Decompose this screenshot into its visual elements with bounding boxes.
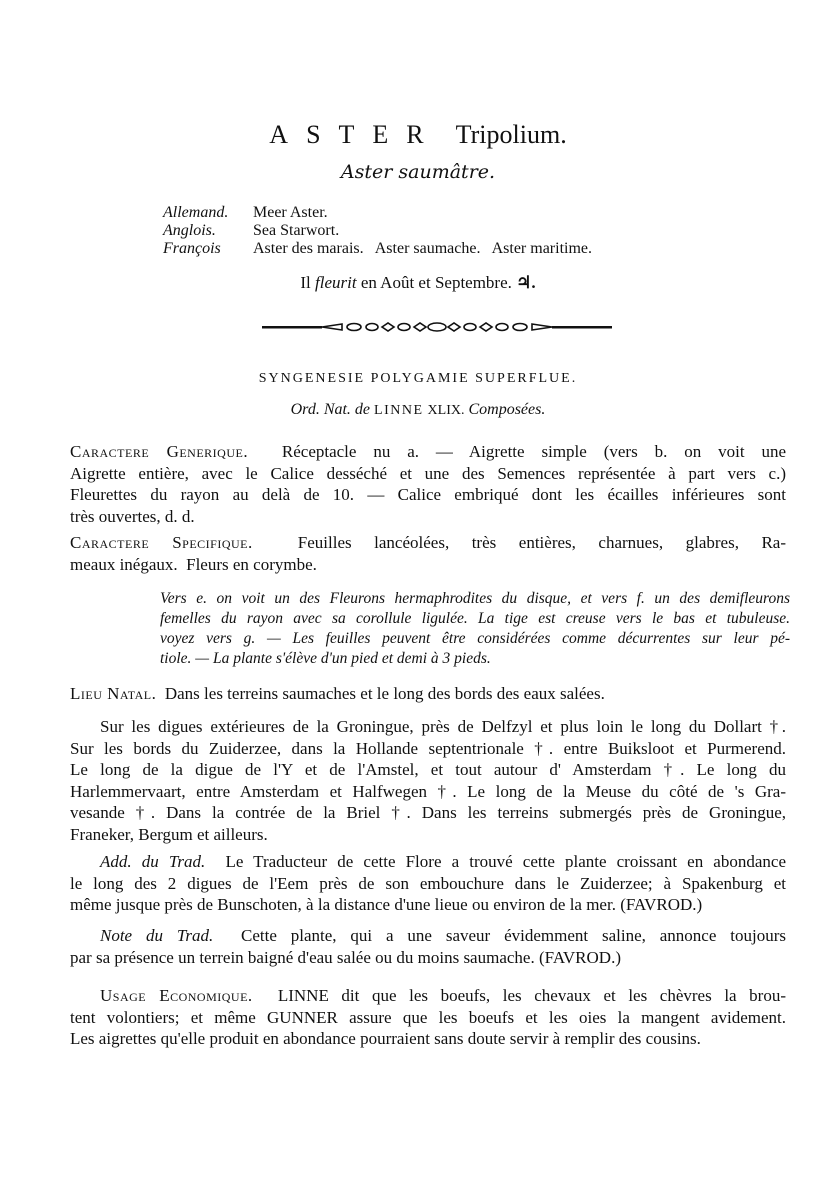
vernacular-lang: François bbox=[163, 240, 221, 257]
line-text: LINNE dit que les boeufs, les chevaux et les chèvres la brou- bbox=[277, 986, 786, 1005]
vernacular-row bbox=[163, 223, 592, 241]
paragraph-line: même jusque près de Bunschoten, à la distance d'une lieue ou environ de la mer. (FAVROD.) bbox=[70, 895, 703, 914]
classification-heading: SYNGENESIE POLYGAMIE SUPERFLUE. bbox=[258, 371, 578, 386]
paragraph-line bbox=[70, 441, 786, 463]
vernacular-name: Sea Starwort. bbox=[253, 222, 340, 239]
section-label: Add. du Trad. bbox=[100, 852, 206, 871]
paragraph-line bbox=[70, 985, 786, 1007]
paragraph-line: par sa présence un terrein baigné d'eau salée ou du moins saumache. (FAVROD.) bbox=[70, 947, 621, 967]
line-text: Feuilles lancéolées, très entières, charnues, glabres, Ra- bbox=[297, 533, 787, 552]
paragraph-line: vesande †. Dans la contrée de la Briel †. Dans les terreins submergés près de Groningue, bbox=[70, 803, 786, 822]
line-text: Dans les terreins saumaches et le long des bords des eaux salées. bbox=[164, 684, 605, 703]
paragraph-line: Fleurettes du rayon au delà de 10. — Calice embriqué dont les écailles inférieures sont bbox=[70, 485, 786, 504]
paragraph-line: Le long de la digue de l'Y et de l'Amstel, et tout autour d' Amsterdam †. Le long du bbox=[70, 760, 786, 779]
note-line: Vers e. on voit un des Fleurons hermaphrodites du disque, et vers f. un des demifleurons bbox=[160, 590, 790, 607]
section-label: Lieu Natal. bbox=[70, 684, 157, 703]
vernacular-lang: Anglois. bbox=[163, 222, 216, 239]
line-text: Le Traducteur de cette Flore a trouvé cette plante croissant en abondance bbox=[225, 852, 786, 871]
flowering-verb: fleurit bbox=[315, 273, 357, 292]
line-text: Cette plante, qui a une saveur évidemment saline, annonce toujours bbox=[241, 926, 786, 945]
flowering-period bbox=[0, 274, 836, 291]
paragraph-line bbox=[70, 851, 786, 873]
vernacular-names bbox=[163, 205, 592, 259]
paragraph-line: tent volontiers; et même GUNNER assure que les boeufs et les oies la mangent avidement. bbox=[70, 1007, 786, 1027]
order-author: LINNE bbox=[374, 403, 424, 418]
paragraph-line bbox=[70, 532, 786, 554]
order-prefix: Ord. Nat. de bbox=[290, 401, 371, 418]
paragraph-line: le long des 2 digues de l'Eem près de son embouchure dans le Zuiderzee; à Spakenburg et bbox=[70, 873, 786, 893]
line-text: Réceptacle nu a. — Aigrette simple (vers b. on voit une bbox=[281, 442, 787, 461]
localities bbox=[70, 716, 786, 845]
translator-addition bbox=[70, 851, 786, 916]
vernacular-name: Meer Aster. bbox=[253, 204, 328, 221]
order-family: Composées. bbox=[468, 401, 546, 418]
paragraph-line bbox=[70, 925, 786, 947]
note-line: tiole. — La plante s'élève d'un pied et demi à 3 pieds. bbox=[160, 650, 491, 667]
vernacular-name: Aster des marais. Aster saumache. Aster maritime. bbox=[253, 240, 593, 257]
genus-name: ASTER bbox=[269, 120, 442, 149]
vernacular-row bbox=[163, 241, 592, 259]
paragraph-line: meaux inégaux. Fleurs en corymbe. bbox=[70, 554, 317, 574]
paragraph-line: Sur les bords du Zuiderzee, dans la Hollande septentrionale †. entre Buiksloot et Purmerend. bbox=[70, 738, 786, 758]
specific-character bbox=[70, 532, 786, 575]
page-title bbox=[0, 122, 836, 148]
flowering-prefix: Il bbox=[300, 273, 311, 292]
section-label: Caractere Specifique. bbox=[70, 533, 253, 552]
french-subtitle: Aster saumâtre. bbox=[340, 161, 496, 183]
paragraph-line: Sur les digues extérieures de la Groningue, près de Delfzyl et plus loin le long du Dollart †. bbox=[100, 717, 786, 736]
ornament-divider bbox=[262, 320, 612, 334]
note-line: voyez vers g. — Les feuilles peuvent être considérées comme décurrentes sur leur pé- bbox=[160, 630, 790, 647]
perennial-symbol: ♃. bbox=[516, 273, 536, 292]
order-number: XLIX. bbox=[427, 403, 465, 418]
paragraph-line: Franeker, Bergum et ailleurs. bbox=[70, 824, 268, 844]
economic-use bbox=[70, 985, 786, 1050]
note-line: femelles du rayon avec sa corollule ligulée. La tige est creuse vers le bas et tubuleuse. bbox=[160, 610, 790, 627]
flowering-text: en Août et Septembre. bbox=[360, 273, 512, 292]
section-label: Usage Economique. bbox=[100, 986, 253, 1005]
vernacular-lang: Allemand. bbox=[163, 204, 229, 221]
section-label: Note du Trad. bbox=[100, 926, 214, 945]
species-name: Tripolium. bbox=[455, 120, 567, 149]
habitat bbox=[70, 683, 786, 705]
vernacular-row bbox=[163, 205, 592, 223]
paragraph-line: Harlemmervaart, entre Amsterdam et Halfwegen †. Le long de la Meuse du côté de 's Gra- bbox=[70, 781, 786, 801]
paragraph-line: Les aigrettes qu'elle produit en abondance pourraient sans doute servir à remplir des cousins. bbox=[70, 1029, 701, 1048]
natural-order bbox=[0, 402, 836, 418]
paragraph-line: Aigrette entière, avec le Calice desséché et une des Semences représentée à part vers c.) bbox=[70, 463, 786, 483]
section-label: Caractere Generique. bbox=[70, 442, 249, 461]
paragraph-line: très ouvertes, d. d. bbox=[70, 506, 195, 526]
translator-note bbox=[70, 925, 786, 968]
paragraph-line bbox=[70, 683, 786, 705]
generic-character bbox=[70, 441, 786, 527]
figure-note bbox=[160, 589, 790, 669]
